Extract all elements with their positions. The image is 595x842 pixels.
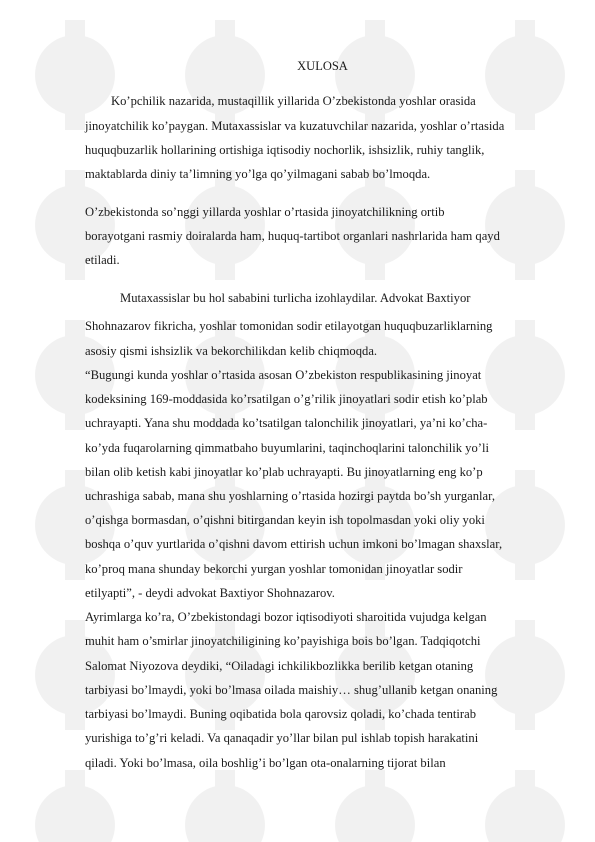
text-line: ko’proq mana shunday bekorchi yurgan yoshlar tomonidan jinoyatlar sodir xyxy=(85,562,463,576)
text-line: Ko’pchilik nazarida, mustaqillik yillarida O’zbekistonda yoshlar orasida xyxy=(111,94,476,108)
text-line: tarbiyasi bo’lmaydi, yoki bo’lmasa oilada maishiy… shug’ullanib ketgan onaning xyxy=(85,683,498,697)
text-line: uchrayapti. Yana shu moddada ko’tsatilgan talonchilik jinoyatlari, ya’ni ko’cha- xyxy=(85,416,488,430)
text-line: borayotgani rasmiy doiralarda ham, huquq-tartibot organlari nashrlarida ham qayd xyxy=(85,229,500,243)
text-line: Ayrimlarga ko’ra, O’zbekistondagi bozor iqtisodiyoti sharoitida vujudga kelgan xyxy=(85,610,487,624)
text-line: etilyapti”, - deydi advokat Baxtiyor Shohnazarov. xyxy=(85,586,335,600)
text-line: o’qishga bormasdan, o’qishni bitirgandan keyin ish topolmasdan yoki oliy yoki xyxy=(85,513,485,527)
text-line: jinoyatchilik ko’paygan. Mutaxassislar va kuzatuvchilar nazarida, yoshlar o’rtasida xyxy=(85,119,505,133)
text-line: uchrashiga sabab, mana shu yoshlarning o’rtasida hozirgi paytda bo’sh yurganlar, xyxy=(85,489,495,503)
text-line: muhit ham o’smirlar jinoyatchiligining ko’payishiga bois bo’lgan. Tadqiqotchi xyxy=(85,634,481,648)
text-line: yurishiga to’g’ri keladi. Va qanaqadir yo’llar bilan pul ishlab topish harakatini xyxy=(85,731,479,745)
text-line: maktablarda diniy ta’limning yo’lga qo’yilmagani sabab bo’lmoqda. xyxy=(85,167,431,181)
text-line: Shohnazarov fikricha, yoshlar tomonidan sodir etilayotgan huquqbuzarliklarning xyxy=(85,319,493,333)
text-line: ko’yda fuqarolarning qimmatbaho buyumlarini, taqinchoqlarini talonchilik yo’li xyxy=(85,441,489,455)
text-line: etiladi. xyxy=(85,253,120,267)
document-title: XULOSA xyxy=(297,59,348,73)
text-line: Salomat Niyozova deydiki, “Oiladagi ichkilikbozlikka berilib ketgan otaning xyxy=(85,659,474,673)
text-line: qiladi. Yoki bo’lmasa, oila boshlig’i bo’lgan ota-onalarning tijorat bilan xyxy=(85,756,446,770)
text-line: kodeksining 169-moddasida ko’rsatilgan o’g’rilik jinoyatlari sodir etish ko’plab xyxy=(85,392,488,406)
text-line: boshqa o’quv yurtlarida o’qishni davom ettirish uchun imkoni bo’lmagan shaxslar, xyxy=(85,537,503,551)
text-line: Mutaxassislar bu hol sababini turlicha izohlaydilar. Advokat Baxtiyor xyxy=(120,291,471,305)
text-line: asosiy qismi ishsizlik va bekorchilikdan kelib chiqmoqda. xyxy=(85,344,378,358)
text-line: huquqbuzarlik hollarining ortishiga iqtisodiy nochorlik, ishsizlik, ruhiy tanglik, xyxy=(85,143,485,157)
text-line: O’zbekistonda so’nggi yillarda yoshlar o’rtasida jinoyatchilikning ortib xyxy=(85,205,445,219)
text-line: “Bugungi kunda yoshlar o’rtasida asosan O’zbekiston respublikasining jinoyat xyxy=(85,368,482,382)
text-line: tarbiyasi bo’lmaydi. Buning oqibatida bola qarovsiz qoladi, ko’chada tentirab xyxy=(85,707,477,721)
text-line: bilan olib ketish kabi jinoyatlar ko’plab uchrayapti. Bu jinoyatlarning eng ko’p xyxy=(85,465,483,479)
